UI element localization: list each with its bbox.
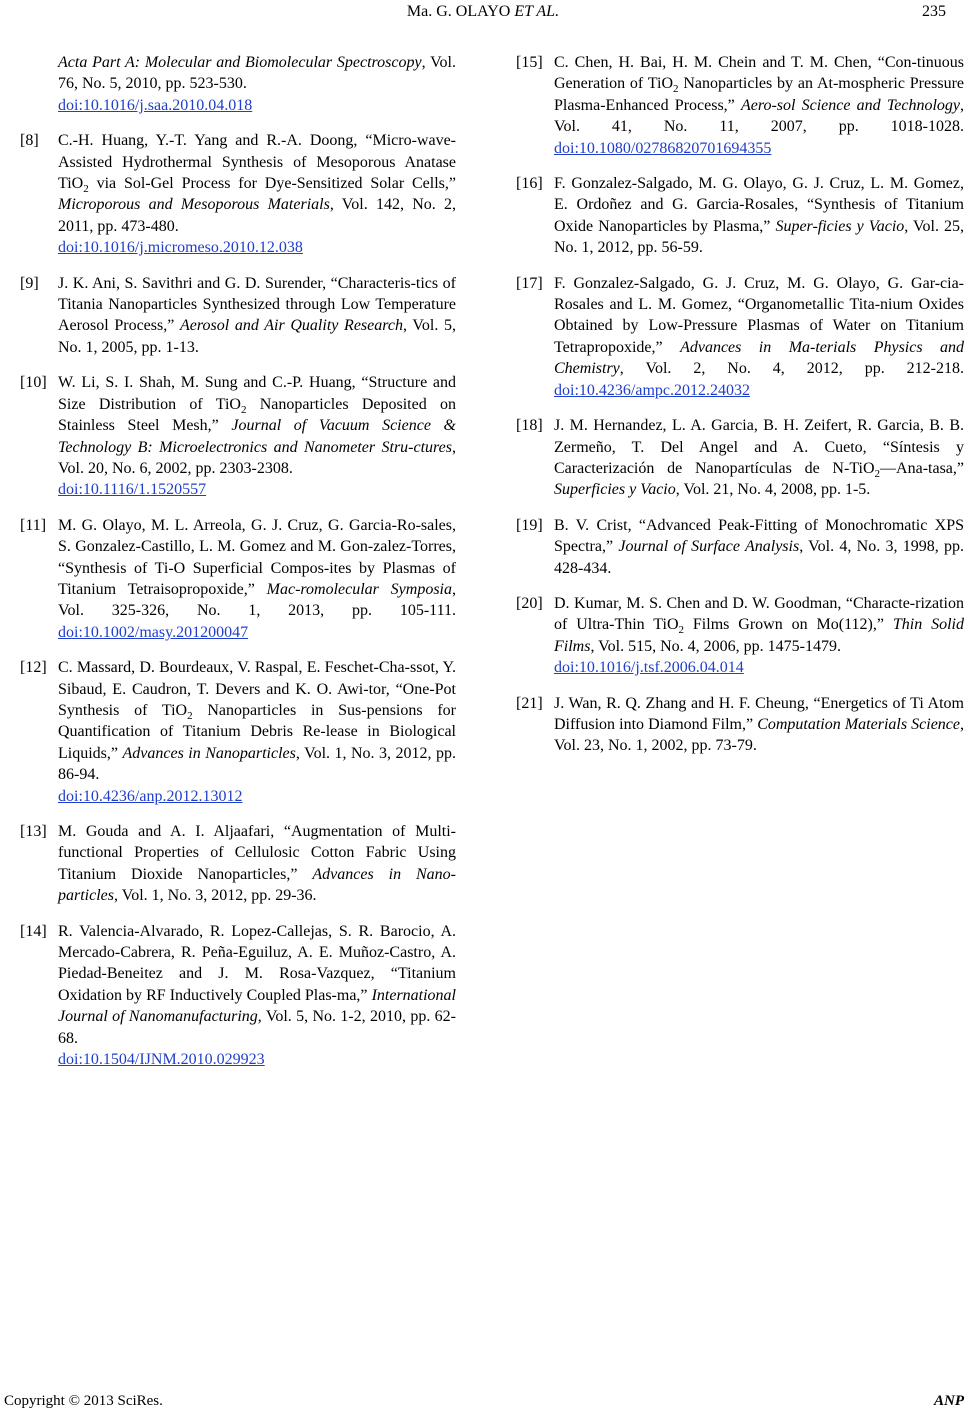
reference-10: [10] W. Li, S. I. Shah, M. Sung and C.-P. Huang, “Structure and Size Distribution of TiO$_2$ Nanoparticles Deposited on Stainless Steel Mesh,” Journal of Vacuum Science & Technology B: Microelectronics and Nanometer Stru-ctures, Vol. 20, No. 6, 2002, pp. 2303-2308. doi:10.1116/1.1520557 — [20, 372, 456, 500]
doi-link[interactable]: doi:10.1080/02786820701694355 — [554, 139, 772, 157]
reference-13: [13] M. Gouda and A. I. Aljaafari, “Augmentation of Multi-functional Properties of Cellulosic Cotton Fabric Using Titanium Dioxide Nanoparticles,” Advances in Nano-particles, Vol. 1, No. 3, 2012, pp. 29-36. — [20, 823, 457, 905]
doi-link[interactable]: doi:10.1002/masy.201200047 — [58, 623, 249, 641]
doi-link[interactable]: doi:10.4236/anp.2012.13012 — [58, 787, 243, 805]
reference-8: [8] C.-H. Huang, Y.-T. Yang and R.-A. Doong, “Micro-wave-Assisted Hydrothermal Synthesis of Mesoporous Anatase TiO$_2$ via Sol-Gel Process for Dye-Sensitized Solar Cells,” Microporous and Mesoporous Materials, Vol. 142, No. 2, 2011, pp. 473-480. doi:10.1016/j.micromeso.2010.12.038 — [20, 130, 456, 258]
reference-column-left — [20, 52, 456, 1084]
reference-17: [17] F. Gonzalez-Salgado, G. J. Cruz, M. G. Olayo, G. Gar-cia-Rosales and L. M. Gomez, “Organometallic Tita-nium Oxides Obtained by Low-Pressure Plasmas of Water on Titanium Tetrapropoxide,” Advances in Ma-terials Physics and Chemistry, Vol. 2, No. 4, 2012, pp. 212-218. doi:10.4236/ampc.2012.24032 — [516, 273, 964, 401]
reference-15: [15] C. Chen, H. Bai, H. M. Chein and T. M. Chen, “Con-tinuous Generation of TiO$_2$ Nanoparticles by an At-mospheric Pressure Plasma-Enhanced Process,” Aero-sol Science and Technology, Vol. 41, No. 11, 2007, pp. 1018-1028. doi:10.1080/02786820701694355 — [516, 52, 964, 159]
reference-16: [16] F. Gonzalez-Salgado, M. G. Olayo, G. J. Cruz, L. M. Gomez, E. Ordoñez and G. Garcia-Rosales, “Synthesis of Titanium Oxide Nanoparticles by Plasma,” Super-ficies y Vacio, Vol. 25, No. 1, 2012, pp. 56-59. — [516, 175, 964, 257]
reference-7-continued: Acta Part A: Molecular and Biomolecular Spectroscopy, Vol. 76, No. 5, 2010, pp. 523-530. doi:10.1016/j.saa.2010.04.018 — [20, 52, 456, 116]
doi-link[interactable]: doi:10.1116/1.1520557 — [58, 481, 207, 499]
header-authors: Ma. G. OLAYO ET AL. — [406, 3, 560, 20]
reference-19: [19] B. V. Crist, “Advanced Peak-Fitting of Monochromatic XPS Spectra,” Journal of Surface Analysis, Vol. 4, No. 3, 1998, pp. 428-434. — [516, 516, 965, 577]
reference-column-right — [516, 52, 964, 771]
journal-abbreviation: ANP — [934, 1393, 964, 1409]
doi-link[interactable]: doi:10.1504/IJNM.2010.029923 — [58, 1051, 265, 1069]
reference-12: [12] C. Massard, D. Bourdeaux, V. Raspal, E. Feschet-Cha-ssot, Y. Sibaud, E. Caudron, T. Devers and K. O. Awi-tor, “One-Pot Synthesis of TiO$_2$ Nanoparticles in Sus-pensions for Quantification of Titanium Debris Re-lease in Biological Liquids,” Advances in Nanoparticles, Vol. 1, No. 3, 2012, pp. 86-94. doi:10.4236/anp.2012.13012 — [20, 657, 456, 807]
doi-link[interactable]: doi:10.1016/j.tsf.2006.04.014 — [554, 659, 744, 677]
reference-9: [9] J. K. Ani, S. Savithri and G. D. Surender, “Characteris-tics of Titania Nanoparticles Synthesized through Low Temperature Aerosol Process,” Aerosol and Air Quality Research, Vol. 5, No. 1, 2005, pp. 1-13. — [20, 274, 456, 356]
reference-20: [20] D. Kumar, M. S. Chen and D. W. Goodman, “Characte-rization of Ultra-Thin TiO$_2$ Films Grown on Mo(112),” Thin Solid Films, Vol. 515, No. 4, 2006, pp. 1475-1479. doi:10.1016/j.tsf.2006.04.014 — [516, 593, 964, 679]
doi-link[interactable]: doi:10.4236/ampc.2012.24032 — [554, 381, 750, 399]
reference-18: [18] J. M. Hernandez, L. A. Garcia, B. H. Zeifert, R. Garcia, B. B. Zermeño, T. Del Angel and A. Cueto, “Síntesis y Caracterización de Nanopartículas de N-TiO$_2$—Ana-tasa,” Superficies y Vacio, Vol. 21, No. 4, 2008, pp. 1-5. — [516, 417, 964, 499]
doi-link[interactable]: doi:10.1016/j.saa.2010.04.018 — [58, 96, 253, 114]
page-number: 235 — [922, 3, 946, 20]
reference-11: [11] M. G. Olayo, M. L. Arreola, G. J. Cruz, G. Garcia-Ro-sales, S. Gonzalez-Castillo, L. M. Gomez and M. Gon-zalez-Torres, “Synthesis of Ti-O Superficial Compos-ites by Plasmas of Titanium Tetraisopropoxide,” Mac-romolecular Symposia, Vol. 325-326, No. 1, 2013, pp. 105-111. doi:10.1002/masy.201200047 — [20, 515, 456, 643]
doi-link[interactable]: doi:10.1016/j.micromeso.2010.12.038 — [58, 239, 303, 257]
reference-14: [14] R. Valencia-Alvarado, R. Lopez-Callejas, S. R. Barocio, A. Mercado-Cabrera, R. Peña-Eguiluz, A. E. Muñoz-Castro, A. Piedad-Beneitez and J. M. Rosa-Vazquez, “Titanium Oxidation by RF Inductively Coupled Plas-ma,” International Journal of Nanomanufacturing, Vol. 5, No. 1-2, 2010, pp. 62-68. doi:10.1504/IJNM.2010.029923 — [20, 921, 456, 1071]
reference-21: [21] J. Wan, R. Q. Zhang and H. F. Cheung, “Energetics of Ti Atom Diffusion into Diamond Film,” Computation Materials Science, Vol. 23, No. 1, 2002, pp. 73-79. — [516, 694, 965, 755]
copyright-notice: Copyright © 2013 SciRes. — [4, 1393, 163, 1409]
